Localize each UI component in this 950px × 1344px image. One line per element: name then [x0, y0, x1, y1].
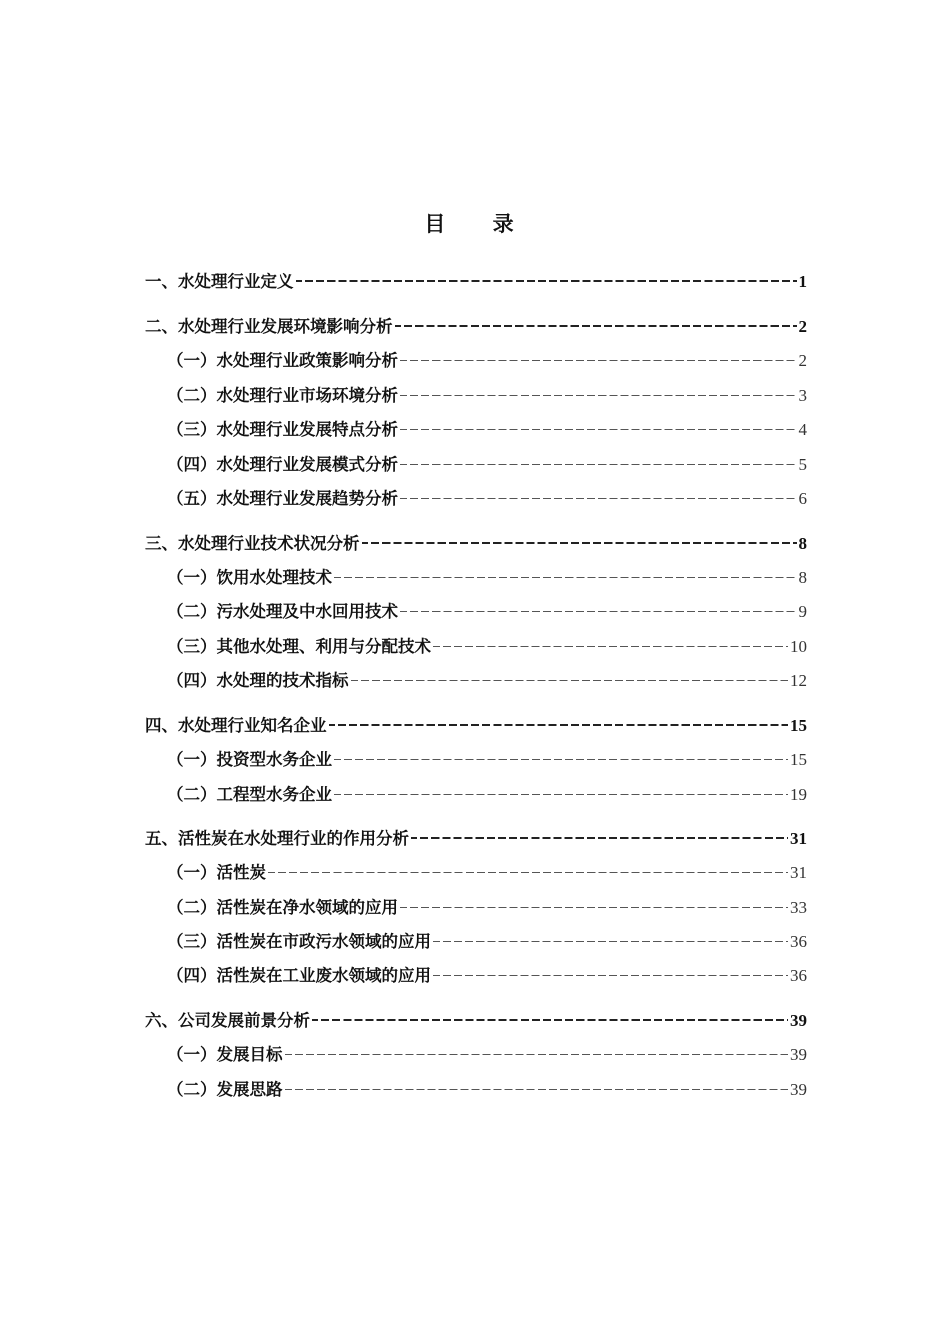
toc-entry-label: 六、公司发展前景分析 — [145, 1011, 310, 1030]
toc-entry-label: （四）水处理行业发展模式分析 — [167, 455, 398, 474]
toc-entry[interactable] — [145, 712, 807, 738]
toc-entry-page: 8 — [798, 534, 807, 553]
dot-leader — [400, 907, 788, 908]
toc-entry-page: 2 — [798, 317, 807, 336]
dot-leader — [395, 325, 797, 327]
dot-leader — [400, 395, 797, 396]
toc-entry-label: （四）活性炭在工业废水领域的应用 — [167, 966, 431, 985]
toc-entry-page: 31 — [790, 863, 807, 882]
dot-leader — [400, 429, 797, 430]
toc-entry-label: （一）投资型水务企业 — [167, 750, 332, 769]
dot-leader — [433, 646, 788, 647]
toc-entry-page: 2 — [798, 351, 807, 370]
toc-entry-label: （四）水处理的技术指标 — [167, 671, 349, 690]
toc-entry[interactable] — [167, 564, 807, 590]
toc-entry[interactable] — [167, 894, 807, 920]
toc-entry-page: 10 — [790, 637, 807, 656]
toc-entry-page: 39 — [790, 1045, 807, 1064]
toc-entry[interactable] — [167, 781, 807, 807]
toc-entry-label: （二）工程型水务企业 — [167, 785, 332, 804]
dot-leader — [312, 1019, 788, 1021]
toc-entry-label: 五、活性炭在水处理行业的作用分析 — [145, 829, 409, 848]
dot-leader — [329, 724, 789, 726]
toc-entry-label: 三、水处理行业技术状况分析 — [145, 534, 360, 553]
toc-entry[interactable] — [167, 667, 807, 693]
toc-entry[interactable] — [167, 928, 807, 954]
dot-leader — [285, 1054, 789, 1055]
dot-leader — [433, 941, 788, 942]
toc-entry[interactable] — [145, 313, 807, 339]
toc-entry[interactable] — [167, 1041, 807, 1067]
toc-entry[interactable] — [145, 1007, 807, 1033]
toc-entry-page: 5 — [798, 455, 807, 474]
toc-entry-label: （二）活性炭在净水领域的应用 — [167, 898, 398, 917]
toc-entry-page: 33 — [790, 898, 807, 917]
toc-entry[interactable] — [145, 268, 807, 294]
dot-leader — [400, 360, 797, 361]
toc-entry-label: （二）水处理行业市场环境分析 — [167, 386, 398, 405]
toc-entry-page: 36 — [790, 932, 807, 951]
toc-entry-label: （一）发展目标 — [167, 1045, 283, 1064]
toc-entry-label: （一）饮用水处理技术 — [167, 568, 332, 587]
toc-entry-label: 二、水处理行业发展环境影响分析 — [145, 317, 393, 336]
toc-entry-label: （一）水处理行业政策影响分析 — [167, 351, 398, 370]
toc-entry-page: 1 — [798, 272, 807, 291]
toc-entry-page: 39 — [790, 1080, 807, 1099]
toc-entry[interactable] — [145, 530, 807, 556]
toc-entry-label: （二）发展思路 — [167, 1080, 283, 1099]
toc-entry-page: 9 — [798, 602, 807, 621]
toc-entry-label: （三）水处理行业发展特点分析 — [167, 420, 398, 439]
dot-leader — [433, 975, 788, 976]
toc-entry-page: 15 — [790, 716, 807, 735]
toc-entry-label: （三）其他水处理、利用与分配技术 — [167, 637, 431, 656]
toc-entry-label: （一）活性炭 — [167, 863, 266, 882]
dot-leader — [411, 837, 788, 839]
toc-entry[interactable] — [145, 825, 807, 851]
dot-leader — [400, 611, 797, 612]
toc-entry[interactable] — [167, 416, 807, 442]
toc-entry-page: 3 — [798, 386, 807, 405]
toc-entry-label: 四、水处理行业知名企业 — [145, 716, 327, 735]
toc-entry[interactable] — [167, 347, 807, 373]
dot-leader — [296, 280, 797, 282]
toc-entry-page: 12 — [790, 671, 807, 690]
toc-entry-page: 4 — [798, 420, 807, 439]
dot-leader — [334, 577, 797, 578]
toc-entry-page: 36 — [790, 966, 807, 985]
toc-title: 目 录 — [424, 212, 534, 236]
dot-leader — [400, 464, 797, 465]
toc-entry[interactable] — [167, 598, 807, 624]
dot-leader — [400, 498, 797, 499]
toc-entry[interactable] — [167, 451, 807, 477]
toc-entry-label: （三）活性炭在市政污水领域的应用 — [167, 932, 431, 951]
toc-entry-label: 一、水处理行业定义 — [145, 272, 294, 291]
toc-entry[interactable] — [167, 382, 807, 408]
dot-leader — [334, 759, 788, 760]
toc-entry-page: 31 — [790, 829, 807, 848]
dot-leader — [285, 1089, 789, 1090]
toc-entry[interactable] — [167, 746, 807, 772]
dot-leader — [334, 794, 788, 795]
toc-entry-page: 8 — [798, 568, 807, 587]
toc-entry-page: 6 — [798, 489, 807, 508]
toc-entry[interactable] — [167, 962, 807, 988]
toc-entry-page: 19 — [790, 785, 807, 804]
toc-entry[interactable] — [167, 1076, 807, 1102]
dot-leader — [268, 872, 788, 873]
dot-leader — [351, 680, 789, 681]
toc-entry-page: 39 — [790, 1011, 807, 1030]
toc-entry[interactable] — [167, 859, 807, 885]
toc-entry-label: （二）污水处理及中水回用技术 — [167, 602, 398, 621]
toc-entry[interactable] — [167, 485, 807, 511]
toc-entry-page: 15 — [790, 750, 807, 769]
toc-entry[interactable] — [167, 633, 807, 659]
toc-entry-label: （五）水处理行业发展趋势分析 — [167, 489, 398, 508]
dot-leader — [362, 542, 797, 544]
